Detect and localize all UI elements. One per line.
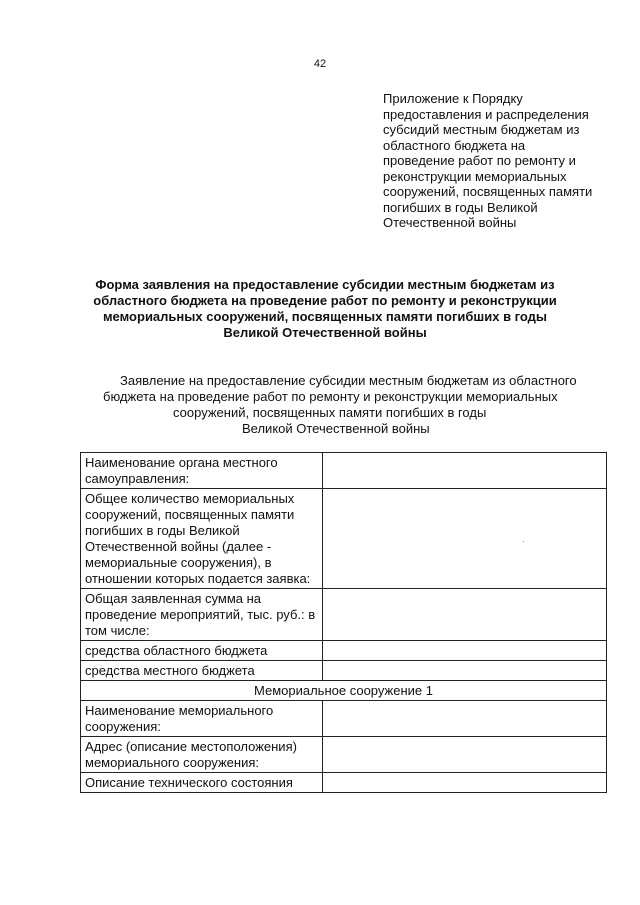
row-label: Наименование мемориального сооружения: [81,701,323,737]
total-amount-field[interactable] [323,589,607,641]
table-row-local-budget [81,661,607,681]
memorial-name-field[interactable] [323,701,607,737]
regional-budget-field[interactable] [323,641,607,661]
memorial-address-field[interactable] [323,737,607,773]
table-section-header-row [81,681,607,701]
section-header: Мемориальное сооружение 1 [81,681,607,701]
page-number: 42 [313,58,327,70]
statement-heading [95,373,615,437]
table-row-regional-budget [81,641,607,661]
stray-mark: · [522,536,525,546]
statement-heading-line-3: сооружений, посвященных памяти погибших в годы [173,405,487,420]
row-label: Описание технического состояния [81,773,323,793]
row-label: Общее количество мемориальных сооружений, посвященных памяти погибших в годы Великой Отечественной войны (далее - мемориальные сооружения), в отношении которых подается заявка: [81,489,323,589]
technical-condition-field[interactable] [323,773,607,793]
appendix-note: Приложение к Порядку предоставления и распределения субсидий местным бюджетам из областного бюджета на проведение работ по ремонту и реконструкции мемориальных сооружений, посвященных памяти погибших в годы Великой Отечественной войны [383,91,593,230]
local-budget-field[interactable] [323,661,607,681]
statement-heading-line-4: Великой Отечественной войны [242,421,430,436]
table-row-memorial-address [81,737,607,773]
application-form-table [80,452,607,793]
table-row-local-authority [81,453,607,489]
row-label: Общая заявленная сумма на проведение мероприятий, тыс. руб.: в том числе: [81,589,323,641]
row-label: Адрес (описание местоположения) мемориального сооружения: [81,737,323,773]
table-row-memorial-name [81,701,607,737]
statement-heading-line-2: бюджета на проведение работ по ремонту и реконструкции мемориальных [103,389,558,404]
memorial-count-field[interactable] [323,489,607,589]
table-row-memorial-count [81,489,607,589]
local-authority-field[interactable] [323,453,607,489]
statement-heading-line-1: Заявление на предоставление субсидии местным бюджетам из областного [120,373,577,388]
row-label: средства местного бюджета [81,661,323,681]
form-title: Форма заявления на предоставление субсидии местным бюджетам из областного бюджета на проведение работ по ремонту и реконструкции мемориальных сооружений, посвященных памяти погибших в годы Великой Отечественной войны [93,277,557,340]
table-row-total-amount [81,589,607,641]
row-label: Наименование органа местного самоуправления: [81,453,323,489]
table-row-technical-condition [81,773,607,793]
row-label: средства областного бюджета [81,641,323,661]
